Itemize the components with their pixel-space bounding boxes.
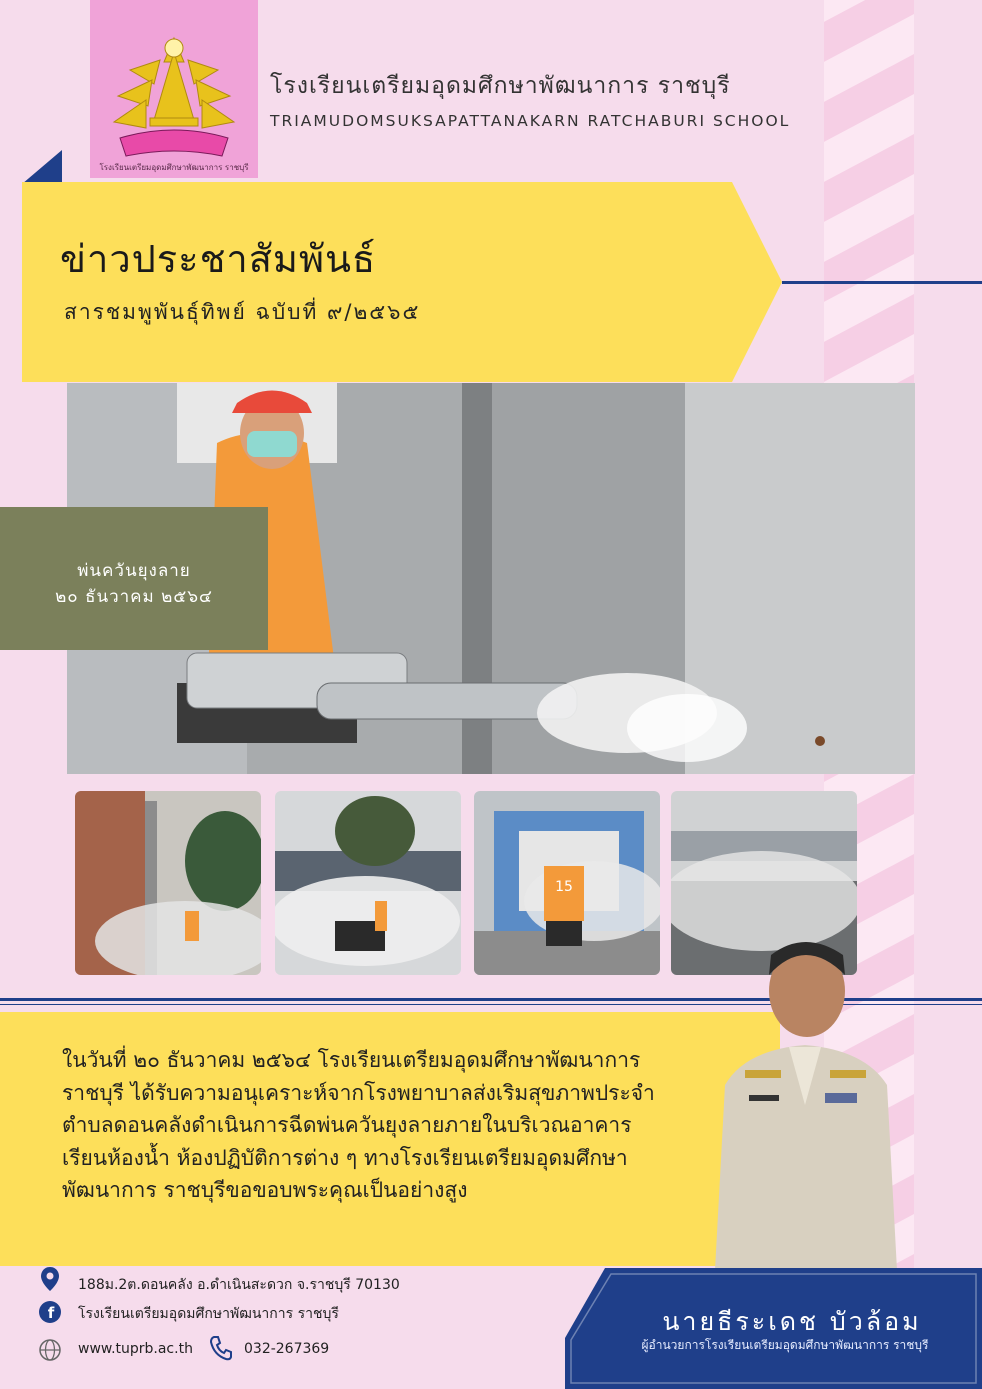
corner-triangle (22, 150, 62, 184)
director-position: ผู้อำนวยการโรงเรียนเตรียมอุดมศึกษาพัฒนาการ ราชบุรี (641, 1338, 929, 1352)
hero-caption (0, 507, 268, 650)
thumbnail-shirt-number: 15 (555, 879, 573, 895)
body-line: ราชบุรี ได้รับความอนุเคราะห์จากโรงพยาบาลส่งเริมสุขภาพประจำ (62, 1080, 655, 1105)
globe-icon (38, 1338, 62, 1362)
body-line: เรียนห้องน้ำ ห้องปฏิบัติการต่าง ๆ ทางโรงเรียนเตรียมอุดมศึกษา (62, 1145, 628, 1170)
contact-website[interactable]: www.tuprb.ac.th (78, 1341, 193, 1357)
thumbnail-photo (474, 791, 660, 975)
thumbnail-photo (75, 791, 261, 975)
facebook-icon[interactable] (38, 1300, 62, 1324)
director-portrait (705, 935, 905, 1270)
contact-facebook[interactable]: โรงเรียนเตรียมอุดมศึกษาพัฒนาการ ราชบุรี (78, 1306, 339, 1322)
location-pin-icon (40, 1266, 60, 1292)
school-name-th: โรงเรียนเตรียมอุดมศึกษาพัฒนาการ ราชบุรี (270, 73, 731, 99)
thumbnail-photo (275, 791, 461, 975)
body-line: พัฒนาการ ราชบุรีขอขอบพระคุณเป็นอย่างสูง (62, 1178, 468, 1202)
contact-address: 188ม.2ต.ดอนคลัง อ.ดำเนินสะดวก จ.ราชบุรี 70130 (78, 1277, 400, 1293)
logo-panel (90, 0, 258, 178)
school-emblem-icon (90, 0, 258, 178)
phone-icon (208, 1335, 232, 1361)
caption-line-2: ๒๐ ธันวาคม ๒๕๖๔ (55, 587, 213, 607)
logo-text: โรงเรียนเตรียมอุดมศึกษาพัฒนาการ ราชบุรี (99, 163, 249, 172)
body-line: ตำบลดอนคลังดำเนินการฉีดพ่นควันยุงลายภายในบริเวณอาคาร (62, 1113, 632, 1137)
body-line: ในวันที่ ๒๐ ธันวาคม ๒๕๖๔ โรงเรียนเตรียมอุดมศึกษาพัฒนาการ (62, 1048, 641, 1072)
banner-rule (782, 281, 982, 284)
svg-text:f: f (47, 1304, 55, 1322)
page-title: ข่าวประชาสัมพันธ์ (60, 237, 377, 281)
director-name: นายธีระเดช บัวล้อม (662, 1307, 922, 1336)
body-paragraph (62, 1044, 742, 1207)
contact-phone[interactable]: 032-267369 (244, 1341, 330, 1357)
caption-line-1: พ่นควันยุงลาย (77, 561, 191, 581)
page-subtitle: สารชมพูพันธุ์ทิพย์ ฉบับที่ ๙/๒๕๖๕ (64, 300, 421, 324)
school-name-en: TRIAMUDOMSUKSAPATTANAKARN RATCHABURI SCHOOL (270, 112, 791, 130)
